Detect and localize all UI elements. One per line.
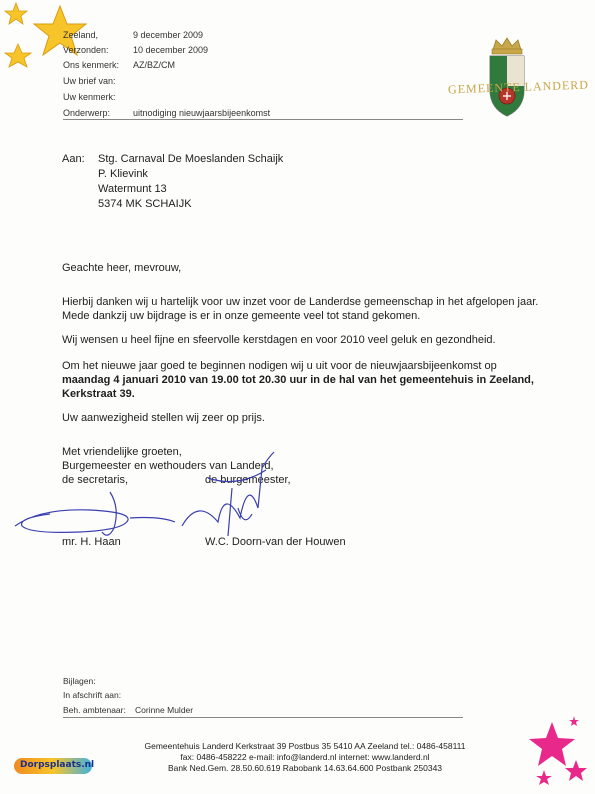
invitation-details: Kerkstraat 39.: [62, 388, 135, 400]
signatory-secretary: mr. H. Haan: [62, 536, 121, 548]
footer-line: fax: 0486-458222 e-mail: info@landerd.nl internet: www.landerd.nl: [180, 752, 430, 762]
star-icon: [529, 722, 575, 766]
meta-label-place: Zeeland,: [63, 30, 99, 40]
addressee-line: Stg. Carnaval De Moeslanden Schaijk: [98, 153, 284, 165]
closing-line: Burgemeester en wethouders van Landerd,: [62, 460, 274, 472]
closing-line: Met vriendelijke groeten,: [62, 446, 182, 458]
addressee-line: P. Klievink: [98, 168, 148, 180]
paragraph-presence: Uw aanwezigheid stellen wij zeer op prijs.: [62, 412, 265, 424]
meta-value-date: 9 december 2009: [133, 30, 204, 40]
header-divider: [63, 119, 463, 120]
paragraph-thanks: Mede dankzij uw bijdrage is er in onze gemeente veel tot stand gekomen.: [62, 310, 421, 322]
star-icon: [5, 44, 31, 67]
role-secretary: de secretaris,: [62, 474, 129, 486]
signature-secretary: [10, 488, 180, 543]
paragraph-thanks: Hierbij danken wij u hartelijk voor uw inzet voor de Landerdse gemeenschap in het afgelopen jaar.: [62, 296, 539, 308]
footer-line: Bank Ned.Gem. 28.50.60.619 Rabobank 14.63.64.600 Postbank 250343: [167, 763, 443, 773]
meta-label-your-letter: Uw brief van:: [63, 76, 116, 86]
meta-value-sent: 10 december 2009: [133, 45, 209, 55]
addressee-line: Watermunt 13: [98, 183, 167, 195]
official-name: Corinne Mulder: [135, 705, 194, 715]
addressee-line: 5374 MK SCHAIJK: [98, 198, 192, 210]
logo-wordmark: GEMEENTE LANDERD: [447, 77, 590, 97]
paragraph-invitation: Om het nieuwe jaar goed te beginnen nodigen wij u uit voor de nieuwjaarsbijeenkomst op: [62, 360, 497, 372]
meta-label-subject: Onderwerp:: [63, 108, 111, 118]
meta-label-our-ref: Ons kenmerk:: [63, 60, 120, 70]
star-icon: [5, 3, 27, 24]
footer-divider: [63, 717, 463, 718]
addressee-label: Aan:: [62, 153, 85, 165]
paragraph-wishes: Wij wensen u heel fijne en sfeervolle kerstdagen en voor 2010 veel geluk en gezondheid.: [62, 334, 496, 346]
signatory-mayor: W.C. Doorn-van der Houwen: [205, 536, 346, 548]
meta-label-sent: Verzonden:: [63, 45, 109, 55]
salutation: Geachte heer, mevrouw,: [62, 262, 182, 274]
municipality-logo: [447, 36, 590, 120]
invitation-details: maandag 4 januari 2010 van 19.00 tot 20.30 uur in de hal van het gemeentehuis in Zeeland,: [62, 374, 534, 386]
site-badge: [14, 758, 95, 774]
footer-line: Gemeentehuis Landerd Kerkstraat 39 Postbus 35 5410 AA Zeeland tel.: 0486-458111: [144, 741, 466, 751]
star-icon: [569, 716, 579, 726]
copy-to-label: In afschrift aan:: [63, 690, 122, 700]
attachments-label: Bijlagen:: [63, 676, 96, 686]
signature-mayor: [178, 448, 288, 538]
meta-value-subject: uitnodiging nieuwjaarsbijeenkomst: [133, 108, 271, 118]
star-icon: [565, 760, 587, 781]
meta-value-our-ref: AZ/BZ/CM: [133, 60, 175, 70]
official-label: Beh. ambtenaar:: [63, 705, 126, 715]
meta-label-your-ref: Uw kenmerk:: [63, 92, 116, 102]
role-mayor: de burgemeester,: [205, 474, 291, 486]
star-icon: [536, 770, 552, 785]
site-badge-text: Dorpsplaats.nl: [20, 760, 95, 770]
pink-star-decoration: [520, 712, 595, 794]
